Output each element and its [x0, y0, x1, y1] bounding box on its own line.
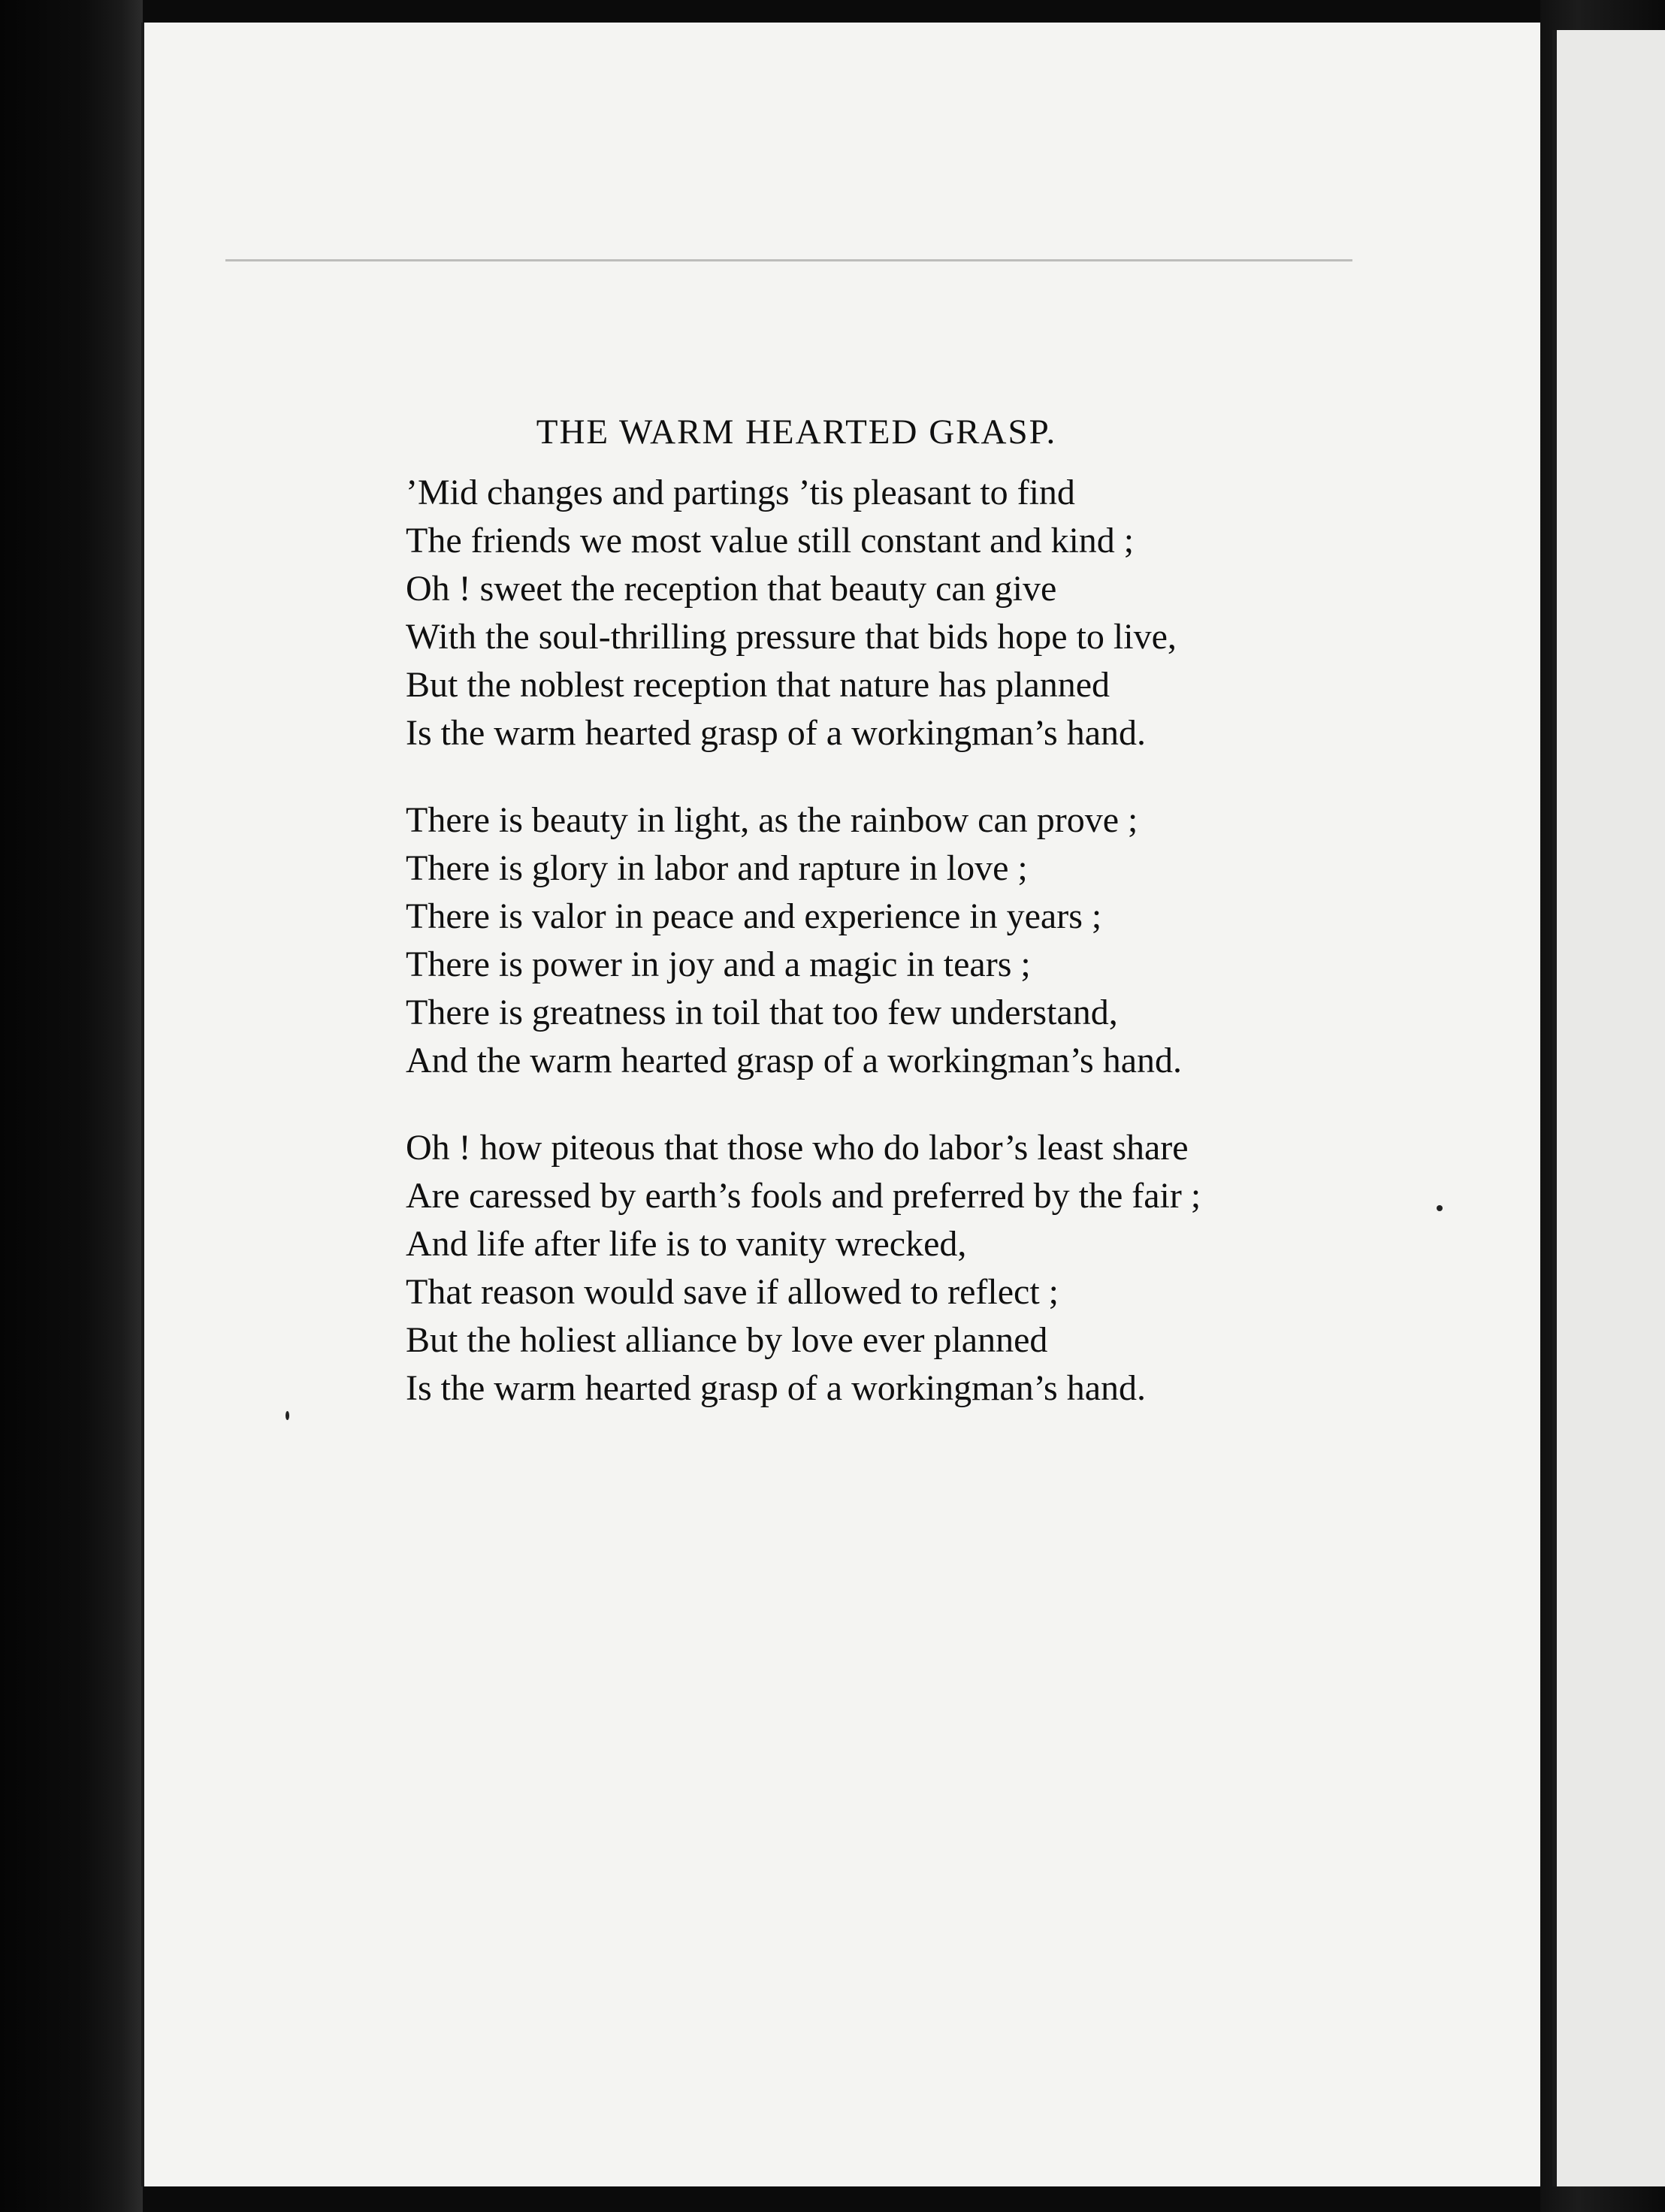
bleed-through-rule [225, 259, 1352, 261]
next-page-sliver [1552, 30, 1665, 2186]
book-binding-edge [0, 0, 143, 2212]
poem-line: There is glory in labor and rapture in love ; [406, 848, 1028, 888]
print-speck [286, 1411, 289, 1420]
print-speck [1437, 1205, 1443, 1211]
poem-line: ’Mid changes and partings ’tis pleasant to find [406, 473, 1075, 512]
stanza-3 [406, 1124, 1382, 1413]
poem-line: But the noblest reception that nature has planned [406, 665, 1111, 705]
poem-line: There is power in joy and a magic in tears ; [406, 944, 1031, 984]
poem-line: Oh ! how piteous that those who do labor’s least share [406, 1128, 1189, 1168]
poem-line: But the holiest alliance by love ever planned [406, 1320, 1048, 1360]
poem-line: Is the warm hearted grasp of a workingman’s hand. [406, 713, 1147, 753]
poem-line: And the warm hearted grasp of a workingman’s hand. [406, 1041, 1183, 1080]
poem-line: There is valor in peace and experience in years ; [406, 896, 1102, 936]
poem-line: Are caressed by earth’s fools and preferred by the fair ; [406, 1176, 1201, 1216]
stanza-1 [406, 469, 1382, 757]
poem-line: With the soul-thrilling pressure that bids hope to live, [406, 617, 1177, 657]
poem-title: THE WARM HEARTED GRASP. [536, 412, 1057, 452]
poem-line: There is beauty in light, as the rainbow can prove ; [406, 800, 1138, 840]
poem [406, 412, 1382, 1452]
poem-line: And life after life is to vanity wrecked, [406, 1224, 967, 1264]
stanza-2 [406, 796, 1382, 1085]
poem-line: Oh ! sweet the reception that beauty can give [406, 569, 1057, 609]
poem-line: There is greatness in toil that too few understand, [406, 993, 1118, 1032]
poem-line: That reason would save if allowed to reflect ; [406, 1272, 1059, 1312]
poem-line: Is the warm hearted grasp of a workingman’s hand. [406, 1368, 1147, 1408]
poem-line: The friends we most value still constant and kind ; [406, 521, 1135, 561]
